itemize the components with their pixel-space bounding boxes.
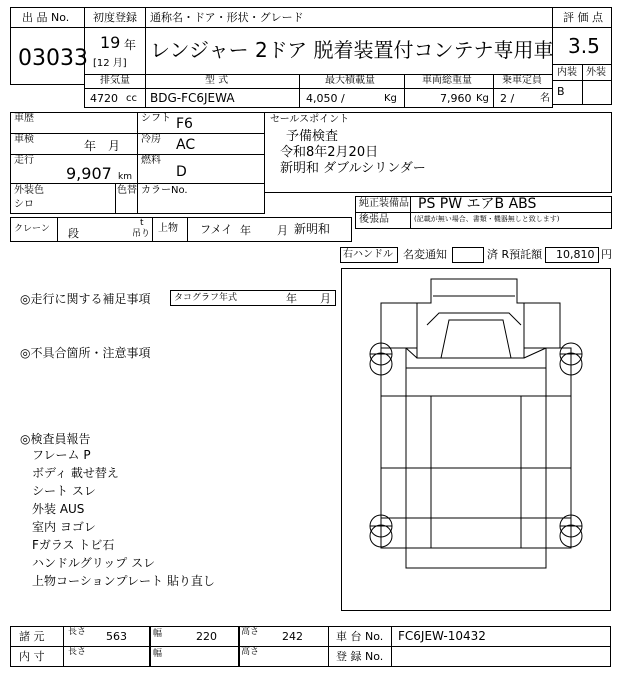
truck-diagram	[341, 268, 611, 611]
tacho-month: 月	[320, 292, 331, 305]
shift-label: シフト	[141, 113, 171, 124]
ext-color-label: 外装色	[14, 185, 44, 196]
first-reg-year-unit: 年	[124, 38, 137, 52]
report-line: シート スレ	[32, 484, 96, 498]
cab-door-left	[381, 348, 406, 396]
sales-line-3: 新明和 ダブルシリンダー	[280, 161, 426, 176]
history-label: 車歴	[14, 113, 34, 124]
defect-notes-label: ◎不具合箇所・注意事項	[20, 346, 151, 360]
model-value: BDG-FC6JEWA	[150, 91, 235, 105]
fuel-value: D	[176, 164, 187, 180]
rating-label: 評 価 点	[563, 11, 603, 24]
vehicle-name-label: 通称名・ドア・形状・グレード	[150, 11, 304, 24]
report-line: Fガラス トビ石	[32, 538, 115, 552]
ac-label: 冷房	[141, 134, 161, 145]
mirror-left	[381, 303, 417, 348]
capacity-label: 乗車定員	[502, 75, 542, 86]
shift-value: F6	[176, 116, 193, 132]
max-load-unit: Kg	[384, 93, 397, 104]
capacity-value: 2 /	[500, 92, 515, 105]
footer-row-1	[10, 626, 611, 647]
max-load-value: 4,050 /	[306, 92, 345, 105]
size-width-label: 幅	[153, 649, 163, 659]
body-label: 上物	[158, 223, 178, 234]
color-no-label: カラーNo.	[141, 185, 188, 196]
report-line: 外装 AUS	[32, 502, 85, 516]
lot-number: 03033	[18, 46, 88, 71]
cab-door-right	[546, 348, 571, 396]
travel-notes-label: ◎走行に関する補足事項	[20, 292, 151, 306]
report-line: 上物コーションプレート 貼り直し	[32, 574, 215, 588]
reg-label: 登 録 No.	[336, 650, 384, 663]
inspection-value: 年 月	[84, 139, 121, 153]
windshield	[441, 320, 511, 358]
interior-label: 内装	[557, 67, 577, 78]
size-length-label: 長さ	[68, 647, 87, 657]
name-change-box	[452, 247, 484, 263]
length-value: 563	[106, 630, 127, 643]
rating-value: 3.5	[568, 34, 600, 58]
height-value: 242	[282, 630, 303, 643]
after-note: (記載が無い場合、書類・機器無しと致します)	[414, 215, 560, 223]
sales-line-2: 令和8年2月20日	[280, 145, 379, 160]
mirror-right	[524, 303, 560, 348]
sales-point-label: セールスポイント	[270, 114, 350, 125]
model-label: 型 式	[205, 75, 229, 86]
tacho-label: タコグラフ年式	[174, 293, 238, 303]
mileage-label: 走行	[14, 155, 34, 166]
first-reg-label: 初度登録	[93, 11, 137, 24]
equipment-value: PS PW エアB ABS	[418, 196, 537, 212]
recycle-label: 済 R預託額	[487, 248, 543, 261]
chassis-label: 車 台 No.	[336, 630, 384, 643]
chassis-value: FC6JEW-10432	[398, 629, 486, 643]
width-label: 幅	[153, 629, 163, 639]
crane-hang: 吊り	[132, 229, 151, 239]
interior-grade: B	[557, 85, 565, 98]
dims-label: 諸 元	[19, 630, 45, 643]
tacho-year: 年	[286, 292, 297, 305]
after-label: 後張品	[359, 214, 389, 225]
body-year: 年	[240, 224, 251, 237]
gross-weight-label: 車両総重量	[422, 75, 472, 86]
height-divider	[238, 626, 240, 667]
body-maker: 新明和	[294, 222, 331, 236]
inspector-report-label: ◎検査員報告	[20, 432, 91, 446]
height-label: 高さ	[241, 627, 260, 637]
fuel-label: 燃料	[141, 155, 161, 166]
capacity-unit: 名	[540, 93, 550, 104]
name-change-label: 名変通知	[403, 248, 447, 261]
ac-value: AC	[176, 137, 196, 153]
mileage-unit: km	[118, 172, 132, 182]
footer-row-2	[10, 646, 611, 667]
vehicle-name: レンジャー 2ドア 脱着装置付コンテナ専用車	[150, 38, 554, 62]
recycle-value: 10,810	[556, 248, 595, 261]
body-month: 月	[277, 224, 288, 237]
recycle-unit: 円	[601, 248, 612, 261]
width-value: 220	[196, 630, 217, 643]
displacement-label: 排気量	[100, 75, 130, 86]
width-divider	[149, 626, 151, 667]
gross-weight-value: 7,960	[440, 92, 472, 105]
displacement-unit: cc	[126, 93, 137, 104]
sales-line-1: 予備検査	[286, 129, 339, 144]
inspection-label: 車検	[14, 134, 34, 145]
first-reg-year: 19	[100, 33, 121, 52]
crane-label: クレーン	[14, 224, 50, 234]
size-height-label: 高さ	[241, 647, 260, 657]
mileage-value: 9,907	[66, 164, 112, 183]
hood	[427, 313, 521, 325]
report-line: 室内 ヨゴレ	[32, 520, 96, 534]
size-label: 内 寸	[19, 650, 45, 663]
exterior-label: 外装	[586, 67, 606, 78]
max-load-label: 最大積載量	[325, 75, 375, 86]
gross-weight-unit: Kg	[476, 93, 489, 104]
equipment-label: 純正装備品	[359, 198, 409, 209]
color-code-label: 色替	[117, 185, 137, 196]
body-outline	[406, 368, 546, 548]
body-unknown: フメイ	[200, 223, 233, 236]
length-label: 長さ	[68, 627, 87, 637]
displacement-value: 4720	[90, 92, 118, 105]
exterior-grade-cell	[582, 80, 612, 105]
crane-stage: 段	[68, 227, 79, 240]
tail	[406, 548, 546, 568]
lot-label: 出 品 No.	[22, 11, 70, 24]
rhd-label: 右ハンドル	[343, 249, 393, 260]
report-line: ボディ 載せ替え	[32, 466, 119, 480]
report-line: ハンドルグリップ スレ	[32, 556, 156, 570]
crane-hang-top: t	[140, 218, 144, 228]
report-line: フレーム P	[32, 448, 91, 462]
first-reg-month: [12 月]	[93, 58, 127, 69]
ext-color-value: シロ	[14, 199, 34, 210]
